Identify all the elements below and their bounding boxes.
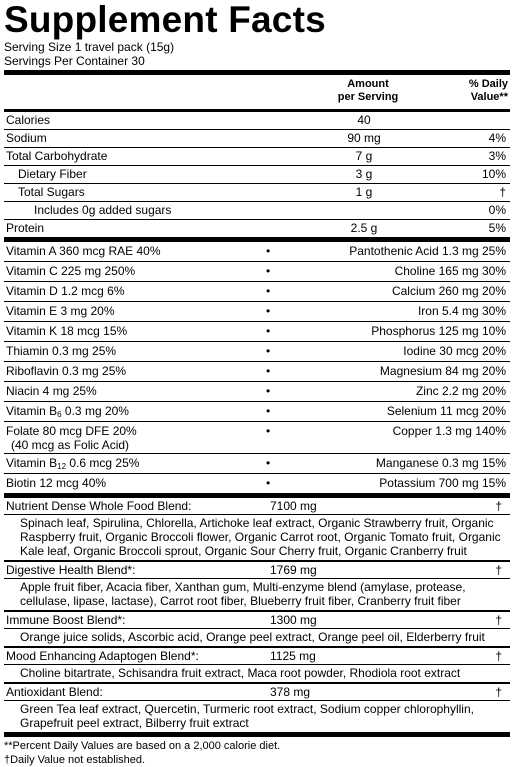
- blend-ingredients: Spinach leaf, Spirulina, Chlorella, Artichoke leaf extract, Organic Strawberry fruit, Organic Raspberry fruit, Organic Broccoli flower, Organic Carrot root, Organic Tomato fruit, Organic Kale leaf, Organic Broccoli sprout, Organic Sour Cherry fruit, Organic Cranberry fruit: [20, 516, 501, 558]
- blend-name: Digestive Health Blend*:: [6, 563, 136, 577]
- vitamin-row: [4, 402, 510, 422]
- table-row: [4, 202, 510, 220]
- vitamin-row: [4, 422, 510, 454]
- blend-dv: †: [495, 613, 502, 627]
- table-row: [4, 148, 510, 166]
- blend-dv: †: [495, 499, 502, 513]
- vitamin-left: Thiamin 0.3 mg 25%: [6, 344, 117, 358]
- bullet: •: [266, 364, 271, 378]
- vitamin-left: Vitamin D 1.2 mcg 6%: [6, 284, 125, 298]
- nutrient-dv: 3%: [488, 149, 506, 163]
- bullet: •: [266, 456, 271, 470]
- bullet: •: [266, 244, 271, 258]
- blend-amount: 1125 mg: [270, 649, 316, 663]
- blend-amount: 378 mg: [270, 685, 311, 699]
- vitamin-right: Choline 165 mg 30%: [394, 264, 506, 278]
- vitamin-right: Phosphorus 125 mg 10%: [371, 324, 506, 338]
- vitamin-row: [4, 362, 510, 382]
- vitamin-row: [4, 382, 510, 402]
- nutrient-dv: 4%: [488, 131, 506, 145]
- vitamin-left: Vitamin K 18 mcg 15%: [6, 324, 128, 338]
- footnotes: [4, 737, 510, 767]
- bullet: •: [266, 324, 271, 338]
- vitamin-right: Zinc 2.2 mg 20%: [415, 384, 506, 398]
- bullet: •: [266, 476, 271, 490]
- supplement-facts-panel: [4, 0, 510, 767]
- blend-row: [4, 684, 510, 701]
- nutrient-name: Sodium: [6, 131, 47, 145]
- vitamin-right: Selenium 11 mcg 20%: [386, 404, 506, 418]
- vitamin-right: Iron 5.4 mg 30%: [417, 304, 506, 318]
- blend-section: [4, 498, 510, 732]
- bullet: •: [266, 404, 271, 418]
- vitamin-row: [4, 282, 510, 302]
- footnote-not-established: †Daily Value not established.: [4, 754, 146, 766]
- blend-ingredients: Green Tea leaf extract, Quercetin, Turmeric root extract, Sodium copper chlorophyllin, Grapefruit peel extract, Bilberry fruit extract: [20, 702, 474, 730]
- nutrient-amount: 40: [357, 113, 371, 127]
- nutrient-amount: 2.5 g: [350, 221, 378, 235]
- nutrient-name: Protein: [6, 221, 45, 235]
- column-header: [4, 75, 510, 109]
- blend-name: Antioxidant Blend:: [6, 685, 103, 699]
- blend-row: [4, 562, 510, 579]
- vitamin-left: Vitamin C 225 mg 250%: [6, 264, 136, 278]
- vitamin-right: Magnesium 84 mg 20%: [379, 364, 506, 378]
- daily-value-header: % Daily Value**: [468, 78, 508, 103]
- bullet: •: [266, 384, 271, 398]
- blend-row: [4, 648, 510, 665]
- nutrient-amount: 1 g: [355, 185, 373, 199]
- vitamin-right: Iodine 30 mcg 20%: [403, 344, 506, 358]
- nutrient-dv: 10%: [481, 167, 506, 181]
- blend-dv: †: [495, 563, 502, 577]
- vitamin-row: [4, 474, 510, 493]
- nutrient-dv: 5%: [488, 221, 506, 235]
- vitamin-left: Biotin 12 mcg 40%: [6, 476, 107, 490]
- serving-size: Serving Size 1 travel pack (15g): [4, 40, 175, 54]
- blend-ingredients: Apple fruit fiber, Acacia fiber, Xanthan gum, Multi-enzyme blend (amylase, protease, cellulase, lipase, lactase), Carrot root fiber, Blueberry fruit fiber, Cranberry fruit fiber: [20, 580, 466, 608]
- footnote-daily-value: **Percent Daily Values are based on a 2,000 calorie diet.: [4, 740, 281, 752]
- blend-name: Nutrient Dense Whole Food Blend:: [6, 499, 192, 513]
- nutrient-name: Includes 0g added sugars: [34, 203, 172, 217]
- bullet: •: [266, 424, 271, 438]
- blend-ingredients: Orange juice solids, Ascorbic acid, Orange peel extract, Orange peel oil, Elderberry fruit: [20, 630, 485, 644]
- nutrient-name: Total Sugars: [18, 185, 85, 199]
- blend-amount: 1769 mg: [270, 563, 317, 577]
- blend-amount: 7100 mg: [270, 499, 317, 513]
- bullet: •: [266, 344, 271, 358]
- nutrient-amount: 7 g: [355, 149, 373, 163]
- blend-dv: †: [495, 685, 502, 699]
- vitamin-row: [4, 454, 510, 474]
- vitamin-right: Manganese 0.3 mg 15%: [375, 456, 506, 470]
- blend-row: [4, 612, 510, 629]
- vitamin-row: [4, 242, 510, 262]
- vitamin-row: [4, 342, 510, 362]
- vitamin-left: Folate 80 mcg DFE 20% (40 mcg as Folic Acid): [6, 424, 137, 452]
- blend-name: Immune Boost Blend*:: [6, 613, 126, 627]
- nutrient-dv: 0%: [488, 203, 506, 217]
- nutrient-dv: †: [499, 185, 506, 199]
- macro-table: [4, 112, 510, 237]
- blend-name: Mood Enhancing Adaptogen Blend*:: [6, 649, 199, 663]
- vitamin-left: Vitamin $B_{12}$ 0.6 mcg 25%: [6, 456, 140, 471]
- nutrient-name: Dietary Fiber: [18, 167, 87, 181]
- nutrient-amount: 90 mg: [347, 131, 381, 145]
- vitamin-left: Niacin 4 mg 25%: [6, 384, 97, 398]
- nutrient-name: Calories: [6, 113, 51, 127]
- blend-dv: †: [495, 649, 502, 663]
- vitamin-left: Vitamin E 3 mg 20%: [6, 304, 115, 318]
- table-row: [4, 166, 510, 184]
- blend-row: [4, 498, 510, 515]
- bullet: •: [266, 284, 271, 298]
- table-row: [4, 112, 510, 130]
- panel-title: Supplement Facts: [4, 0, 326, 40]
- vitamin-right: Potassium 700 mg 15%: [379, 476, 506, 490]
- blend-ingredients: Choline bitartrate, Schisandra fruit extract, Maca root powder, Rhodiola root extract: [20, 666, 461, 680]
- vitamin-left: Vitamin $B_6$ 0.3 mg 20%: [6, 404, 129, 419]
- nutrient-name: Total Carbohydrate: [6, 149, 108, 163]
- table-row: [4, 184, 510, 202]
- vitamin-left: Vitamin A 360 mcg RAE 40%: [6, 244, 161, 258]
- bullet: •: [266, 304, 271, 318]
- vitamin-row: [4, 302, 510, 322]
- vitamin-right: Copper 1.3 mg 140%: [392, 424, 506, 438]
- nutrient-amount: 3 g: [355, 167, 373, 181]
- vitamin-table: [4, 242, 510, 493]
- vitamin-right: Calcium 260 mg 20%: [391, 284, 506, 298]
- amount-header: Amount per Serving: [337, 78, 399, 103]
- vitamin-row: [4, 322, 510, 342]
- blend-amount: 1300 mg: [270, 613, 317, 627]
- servings-per-container: Servings Per Container 30: [4, 54, 145, 68]
- vitamin-right: Pantothenic Acid 1.3 mg 25%: [349, 244, 506, 258]
- bullet: •: [266, 264, 271, 278]
- table-row: [4, 130, 510, 148]
- vitamin-row: [4, 262, 510, 282]
- vitamin-left: Riboflavin 0.3 mg 25%: [6, 364, 127, 378]
- table-row: [4, 220, 510, 237]
